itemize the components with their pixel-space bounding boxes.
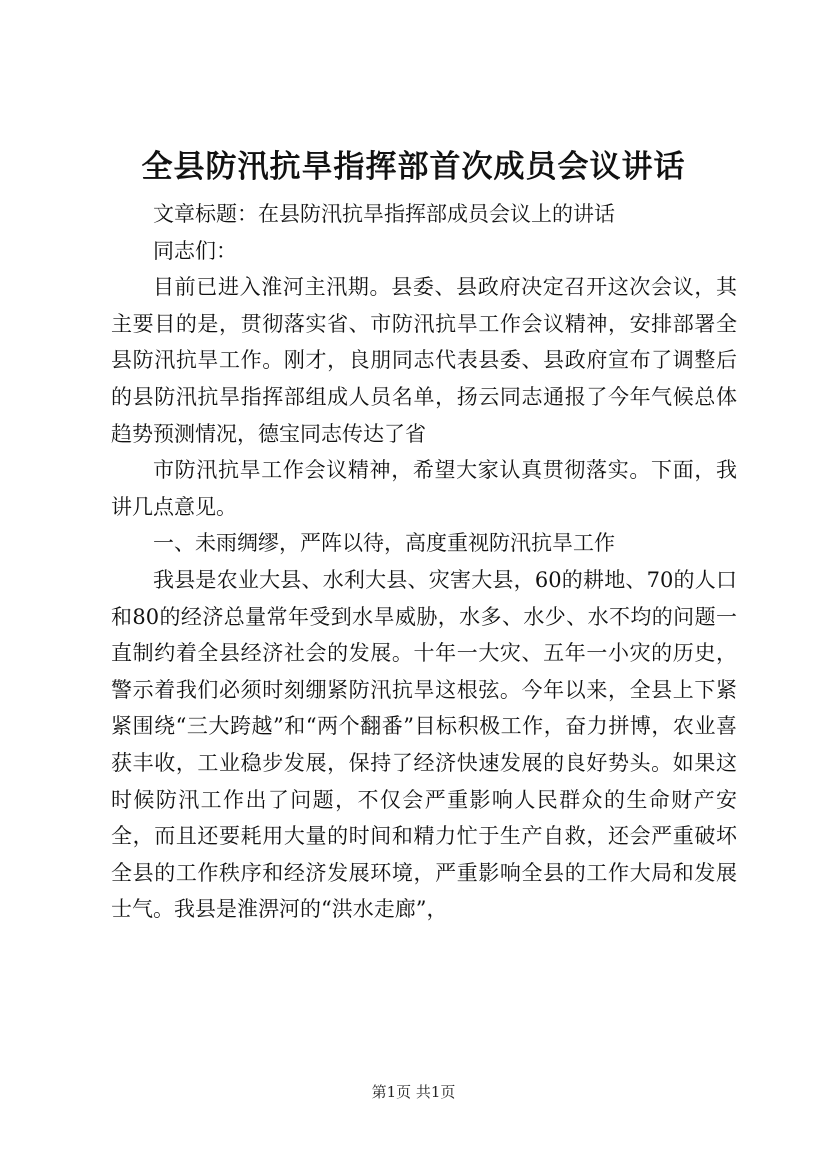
article-title-line: 文章标题：在县防汛抗旱指挥部成员会议上的讲话 [153, 202, 615, 226]
page-footer: 第1页 共1页 [371, 1083, 456, 1101]
salutation: 同志们： [153, 238, 237, 263]
document-body [111, 196, 737, 928]
paragraph-intro: 目前已进入淮河主汛期。县委、县政府决定召开这次会议，其主要目的是，贯彻落实省、市防汛抗旱工作会议精神，安排部署全县防汛抗旱工作。刚才，良朋同志代表县委、县政府宣布了调整后的县防汛抗旱指挥部组成人员名单，扬云同志通报了今年气候总体趋势预测情况，德宝同志传达了省 [111, 275, 737, 446]
paragraph-intro-continued: 市防汛抗旱工作会议精神，希望大家认真贯彻落实。下面，我讲几点意见。 [111, 458, 737, 519]
document-title: 全县防汛抗旱指挥部首次成员会议讲话 [141, 149, 686, 185]
paragraph-section-1: 我县是农业大县、水利大县、灾害大县，60的耕地、70的人口和80的经济总量常年受到水旱威胁，水多、水少、水不均的问题一直制约着全县经济社会的发展。十年一大灾、五年一小灾的历史，警示着我们必须时刻绷紧防汛抗旱这根弦。今年以来，全县上下紧紧围绕“三大跨越”和“两个翻番”目标积极工作，奋力拼博，农业喜获丰收，工业稳步发展，保持了经济快速发展的良好势头。如果这时候防汛工作出了问题，不仅会严重影响人民群众的生命财产安全，而且还要耗用大量的时间和精力忙于生产自救，还会严重破坏全县的工作秩序和经济发展环境，严重影响全县的工作大局和发展士气。我县是淮淠河的“洪水走廊”， [111, 567, 737, 922]
section-heading-1: 一、未雨绸缪，严阵以待，高度重视防汛抗旱工作 [153, 531, 615, 556]
